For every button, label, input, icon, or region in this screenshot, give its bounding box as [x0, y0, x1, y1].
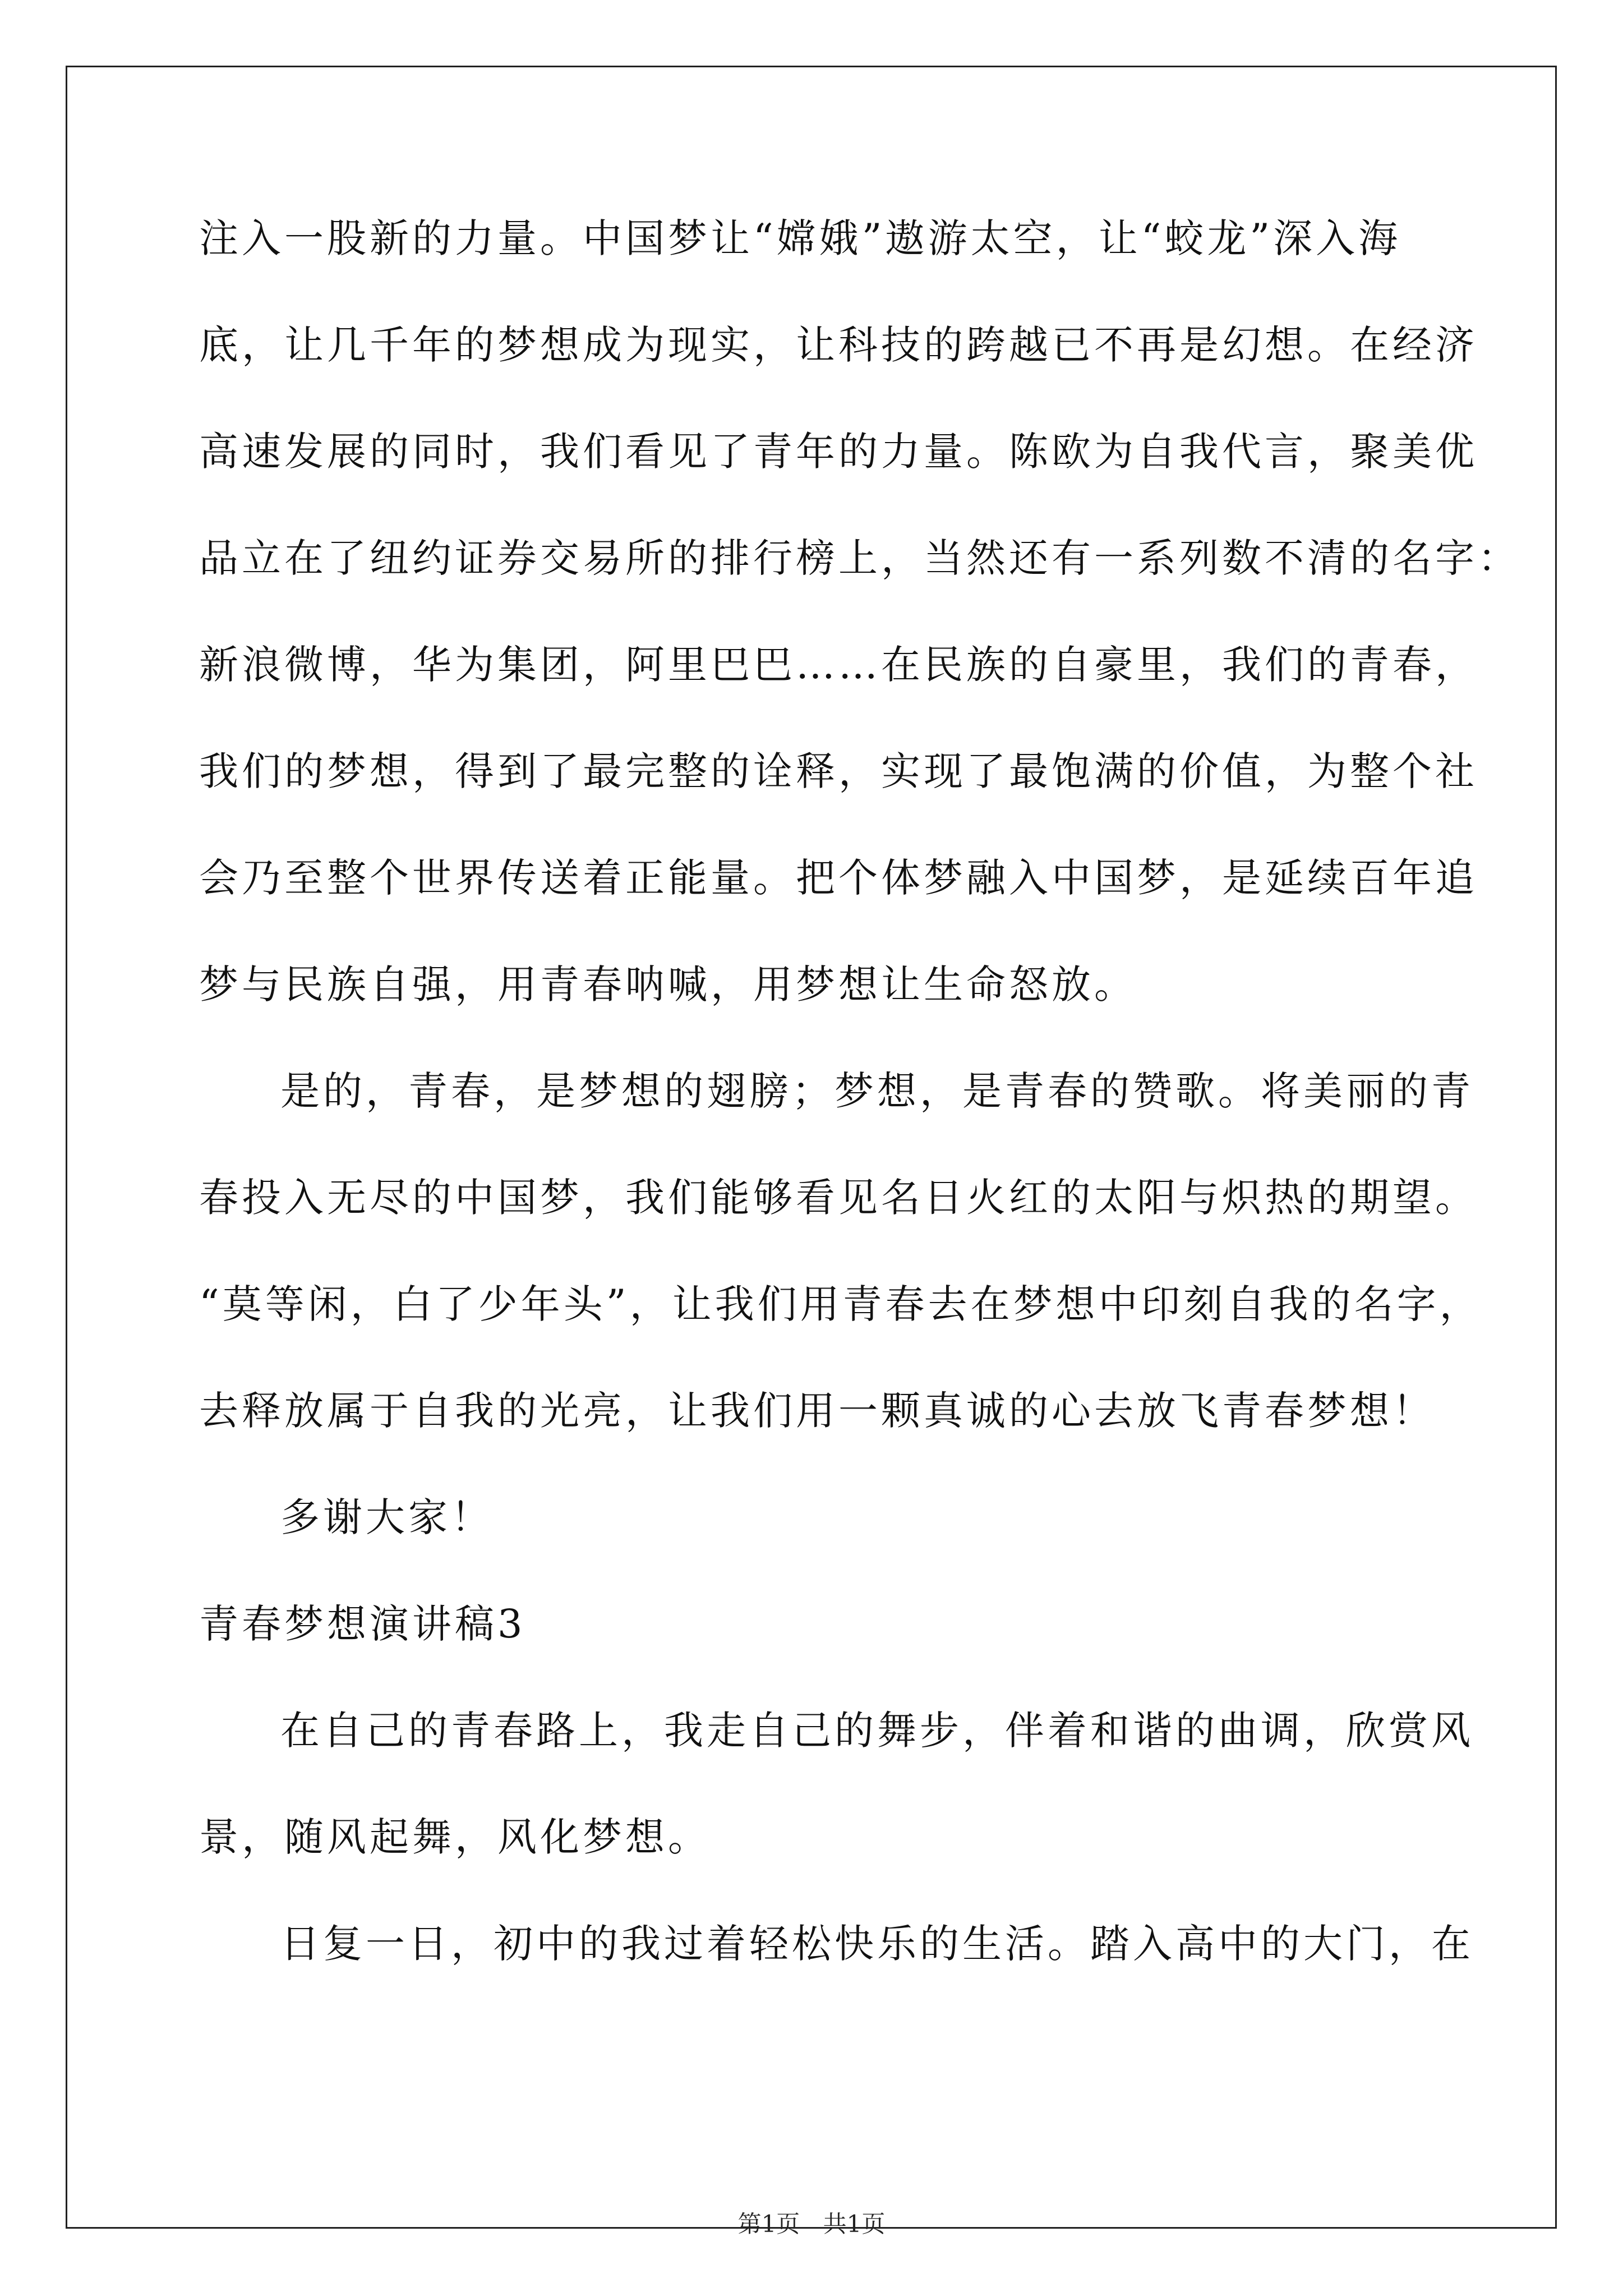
text-line: “莫等闲，白了少年头”，让我们用青春去在梦想中印刻自我的名字， — [199, 1281, 1482, 1327]
text-line: 我们的梦想，得到了最完整的诠释，实现了最饱满的价值，为整个社 — [199, 748, 1478, 794]
text-line: 注入一股新的力量。中国梦让“嫦娥”遨游太空，让“蛟龙”深入海 — [199, 215, 1401, 261]
text-line: 底，让几千年的梦想成为现实，让科技的跨越已不再是幻想。在经济 — [199, 322, 1478, 368]
paragraph-start-line: 日复一日，初中的我过着轻松快乐的生活。踏入高中的大门，在 — [280, 1921, 1474, 1967]
thanks-line: 多谢大家！ — [280, 1494, 494, 1540]
page-number-current: 第1页 — [737, 2210, 800, 2238]
section-heading: 青春梦想演讲稿3 — [199, 1601, 526, 1647]
text-line: 去释放属于自我的光亮，让我们用一颗真诚的心去放飞青春梦想！ — [199, 1388, 1435, 1434]
document-body — [199, 208, 1520, 2019]
text-line: 高速发展的同时，我们看见了青年的力量。陈欧为自我代言，聚美优 — [199, 429, 1478, 475]
text-line: 景，随风起舞，风化梦想。 — [199, 1814, 711, 1860]
text-line: 品立在了纽约证券交易所的排行榜上，当然还有一系列数不清的名字： — [199, 535, 1520, 581]
text-line: 春投入无尽的中国梦，我们能够看见名日火红的太阳与炽热的期望。 — [199, 1175, 1478, 1221]
text-line: 新浪微博，华为集团，阿里巴巴……在民族的自豪里，我们的青春， — [199, 642, 1478, 688]
text-line: 梦与民族自强，用青春呐喊，用梦想让生命怒放。 — [199, 961, 1137, 1007]
paragraph-start-line: 在自己的青春路上，我走自己的舞步，伴着和谐的曲调，欣赏风 — [280, 1708, 1474, 1754]
page-number-total: 共1页 — [823, 2210, 886, 2238]
paragraph-start-line: 是的，青春，是梦想的翅膀；梦想，是青春的赞歌。将美丽的青 — [280, 1068, 1474, 1114]
page-footer — [0, 2207, 1623, 2241]
text-line: 会乃至整个世界传送着正能量。把个体梦融入中国梦，是延续百年追 — [199, 855, 1478, 901]
